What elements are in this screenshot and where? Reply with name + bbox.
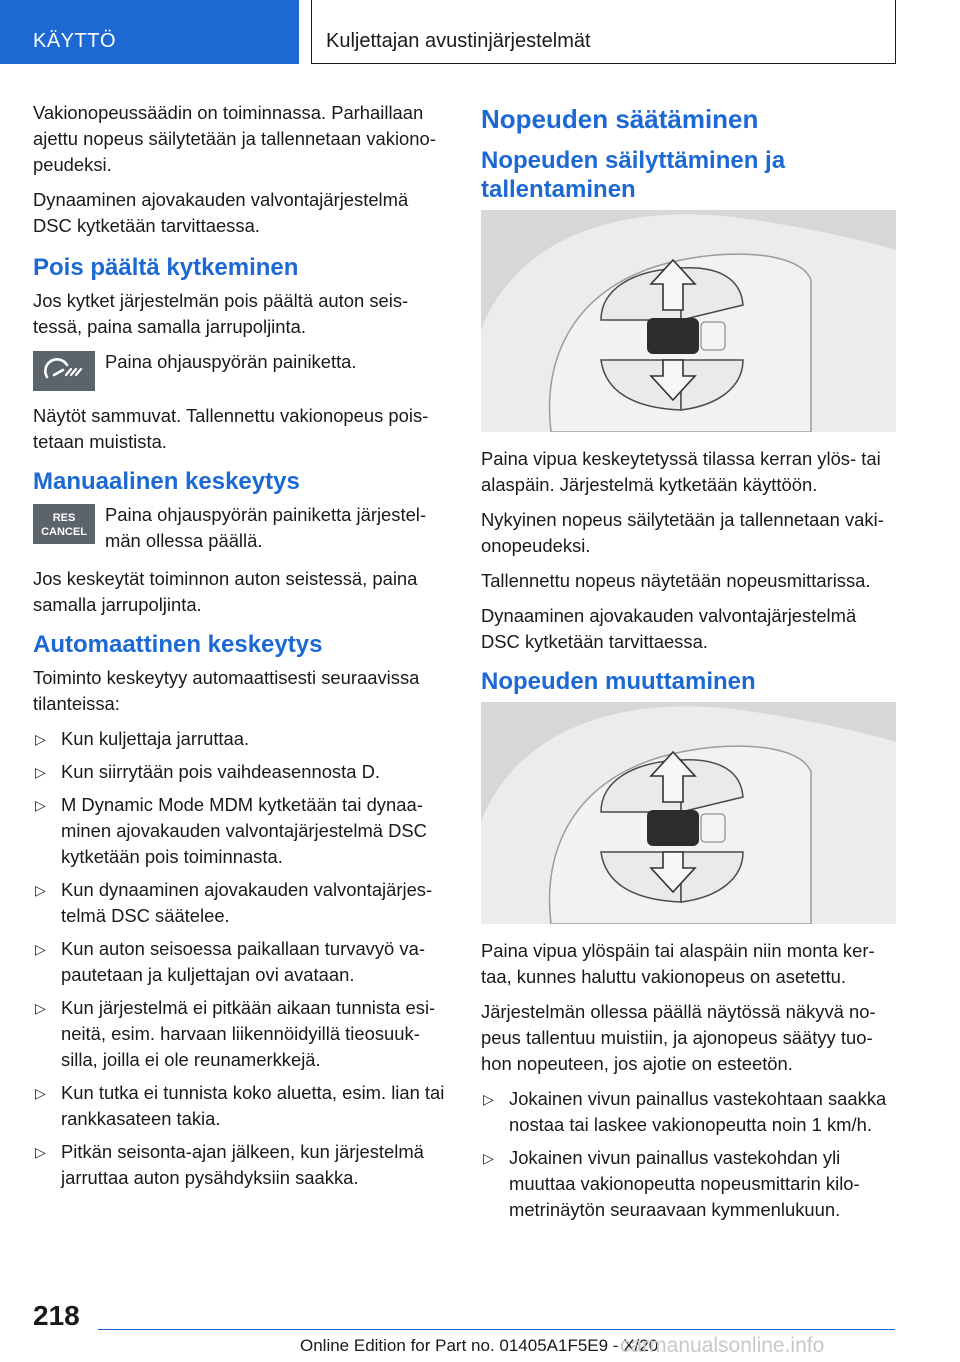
instruction-off bbox=[33, 349, 448, 391]
change-list bbox=[481, 1086, 896, 1223]
paragraph: Järjestelmän ollessa päällä näytössä näkyvä nopeus tallentuu muistiin, ja ajonopeus säätyy tuohon nopeuteen, jos ajotie on esteetön. bbox=[481, 1001, 876, 1074]
instruction-text: Paina ohjauspyörän painiketta järjestelmän ollessa päällä. bbox=[105, 504, 427, 551]
page-number: 218 bbox=[33, 1300, 80, 1331]
svg-text:RES: RES bbox=[52, 512, 76, 524]
list-item: ▷ Kun järjestelmä ei pitkään aikaan tunnista esineitä, esim. harvaan liikennöidyillä tieosuuksilla, joilla ei ole reunamerkkejä. bbox=[35, 997, 436, 1070]
triangle-bullet-icon: ▷ bbox=[35, 797, 46, 813]
list-item: ▷ Kun siirrytään pois vaihdeasennosta D. bbox=[33, 759, 448, 785]
edition-note: Online Edition for Part no. 01405A1F5E9 - X/20 bbox=[300, 1336, 659, 1355]
steering-wheel-lever-image-2 bbox=[481, 702, 896, 924]
chapter-title-box bbox=[311, 0, 896, 64]
heading-change-speed: Nopeuden muuttaminen bbox=[481, 668, 756, 695]
instruction-res bbox=[33, 502, 448, 554]
section-title: KÄYTTÖ bbox=[33, 30, 117, 52]
steering-wheel-lever-image bbox=[481, 210, 896, 432]
triangle-bullet-icon: ▷ bbox=[35, 1000, 46, 1016]
paragraph: Nykyinen nopeus säilytetään ja tallennetaan vakionopeudeksi. bbox=[481, 509, 884, 556]
list-item: ▷ Jokainen vivun painallus vastekohdan yli muuttaa vakionopeutta nopeusmittarin kilometrinäytön seuraavaan kymmenlukuun. bbox=[483, 1147, 860, 1220]
paragraph: Paina vipua keskeytetyssä tilassa kerran ylös- tai alaspäin. Järjestelmä kytketään käyttöön. bbox=[481, 448, 881, 495]
triangle-bullet-icon: ▷ bbox=[483, 1150, 494, 1166]
left-column bbox=[33, 100, 448, 1198]
heading-manual-interrupt: Manuaalinen keskeytys bbox=[33, 468, 300, 495]
triangle-bullet-icon: ▷ bbox=[35, 764, 46, 780]
right-column bbox=[481, 100, 896, 1230]
list-item: ▷ Kun auton seisoessa paikallaan turvavyö vapautetaan ja kuljettajan ovi avataan. bbox=[35, 938, 425, 985]
list-item: ▷ Jokainen vivun painallus vastekohtaan saakka nostaa tai laskee vakionopeutta noin 1 km/h. bbox=[483, 1088, 887, 1135]
triangle-bullet-icon: ▷ bbox=[35, 941, 46, 957]
interrupt-list bbox=[33, 726, 448, 1191]
watermark: carmanualsonline.info bbox=[620, 1334, 825, 1357]
triangle-bullet-icon: ▷ bbox=[35, 882, 46, 898]
chapter-title: Kuljettajan avustinjärjestelmät bbox=[326, 30, 591, 52]
list-item: ▷ M Dynamic Mode MDM kytketään tai dynaaminen ajovakauden valvontajärjestelmä DSC kytketään pois toiminnasta. bbox=[35, 794, 427, 867]
paragraph: Vakionopeussäädin on toiminnassa. Parhaillaan ajettu nopeus säilytetään ja tallennetaan vakionopeudeksi. bbox=[33, 102, 436, 175]
instruction-text: Paina ohjauspyörän painiketta. bbox=[105, 351, 357, 372]
paragraph: Jos kytket järjestelmän pois päältä auton seistessä, paina samalla jarrupoljinta. bbox=[33, 290, 409, 337]
page-header bbox=[0, 0, 960, 66]
cruise-control-off-icon bbox=[33, 351, 95, 391]
footer-divider bbox=[98, 1329, 895, 1330]
paragraph: Dynaaminen ajovakauden valvontajärjestelmä DSC kytketään tarvittaessa. bbox=[481, 605, 857, 652]
heading-keep-speed: Nopeuden säilyttäminen ja tallentaminen bbox=[481, 147, 786, 203]
triangle-bullet-icon: ▷ bbox=[35, 1144, 46, 1160]
list-item: ▷ Kun tutka ei tunnista koko aluetta, esim. lian tai rankkasateen takia. bbox=[35, 1082, 445, 1129]
svg-text:CANCEL: CANCEL bbox=[41, 526, 87, 538]
list-item: ▷ Pitkän seisonta-ajan jälkeen, kun järjestelmä jarruttaa auton pysähdyksiin saakka. bbox=[35, 1141, 424, 1188]
list-item: ▷ Kun kuljettaja jarruttaa. bbox=[33, 726, 448, 752]
heading-auto-interrupt: Automaattinen keskeytys bbox=[33, 631, 323, 658]
heading-speed-adjust: Nopeuden säätäminen bbox=[481, 104, 759, 134]
triangle-bullet-icon: ▷ bbox=[35, 1085, 46, 1101]
paragraph: Tallennettu nopeus näytetään nopeusmittarissa. bbox=[481, 570, 871, 591]
paragraph: Jos keskeytät toiminnon auton seistessä, paina samalla jarrupoljinta. bbox=[33, 568, 418, 615]
section-tab bbox=[0, 0, 299, 64]
paragraph: Dynaaminen ajovakauden valvontajärjestelmä DSC kytketään tarvittaessa. bbox=[33, 189, 409, 236]
res-cancel-icon bbox=[33, 504, 95, 544]
paragraph: Paina vipua ylöspäin tai alaspäin niin monta kertaa, kunnes haluttu vakionopeus on asetettu. bbox=[481, 940, 875, 987]
list-item: ▷ Kun dynaaminen ajovakauden valvontajärjestelmä DSC säätelee. bbox=[35, 879, 433, 926]
triangle-bullet-icon: ▷ bbox=[483, 1091, 494, 1107]
paragraph: Toiminto keskeytyy automaattisesti seuraavissa tilanteissa: bbox=[33, 667, 420, 714]
paragraph: Näytöt sammuvat. Tallennettu vakionopeus poistetaan muistista. bbox=[33, 405, 429, 452]
heading-switch-off: Pois päältä kytkeminen bbox=[33, 254, 299, 281]
triangle-bullet-icon: ▷ bbox=[35, 731, 46, 747]
